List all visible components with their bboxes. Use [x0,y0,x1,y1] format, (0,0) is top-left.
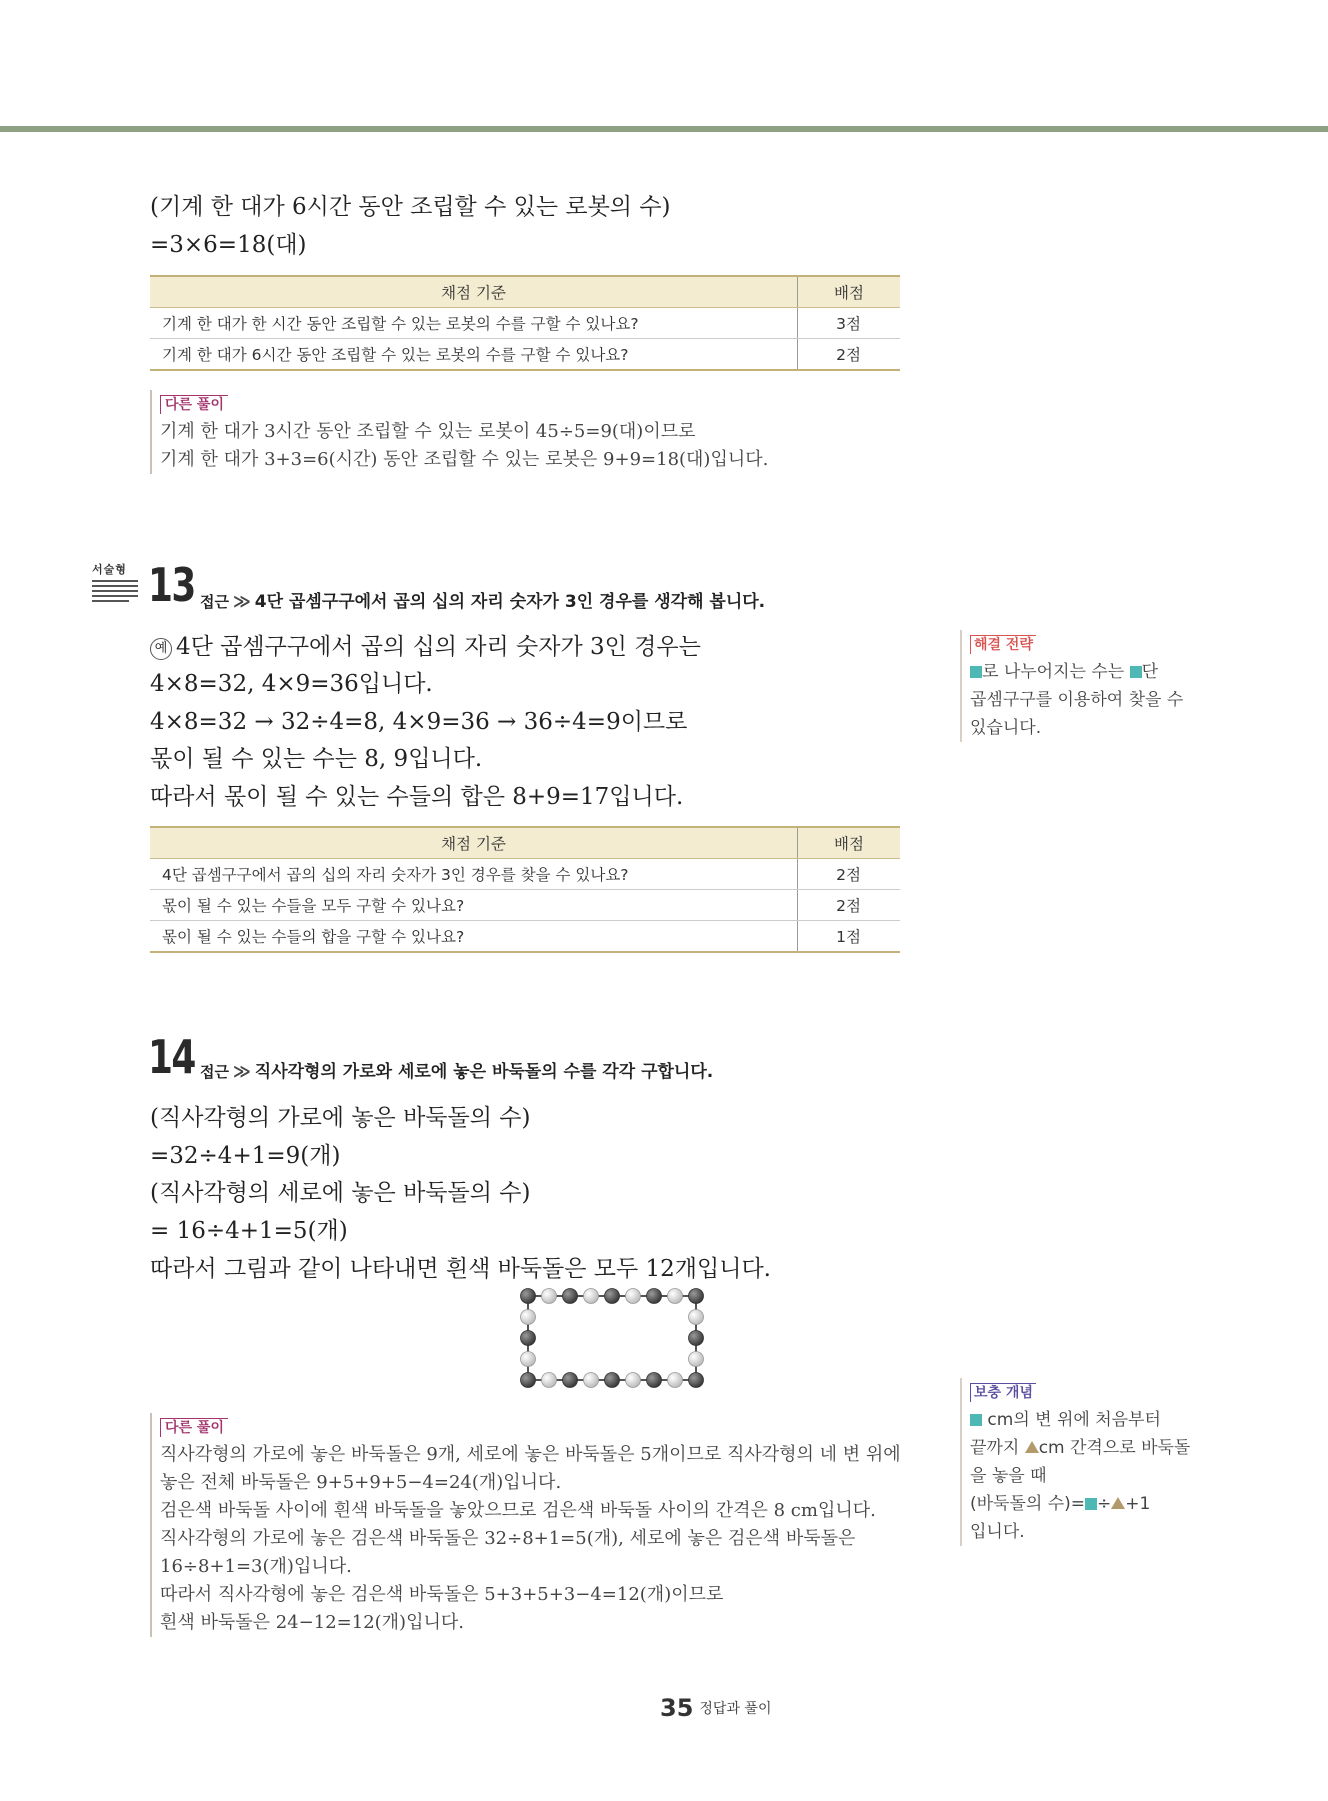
points-header: 배점 [798,827,901,859]
white-stone [626,1373,641,1388]
solution-line: 4×8=32 → 32÷4=8, 4×9=36 → 36÷4=9이므로 [150,709,688,735]
strategy-text: 로 나누어지는 수는 [982,662,1125,682]
badge-label: 서술형 [92,563,127,576]
criteria-cell: 기계 한 대가 6시간 동안 조립할 수 있는 로봇의 수를 구할 수 있나요? [150,339,798,371]
alt-line: 놓은 전체 바둑돌은 9+5+9+5−4=24(개)입니다. [160,1472,562,1493]
descriptive-badge [92,561,138,602]
points-header: 배점 [798,276,901,308]
black-stone [689,1289,704,1304]
concept-text: (바둑돌의 수)= [970,1494,1086,1514]
points-cell: 2점 [798,339,901,371]
solution-line: = 16÷4+1=5(개) [150,1218,348,1244]
approach-label: 접근 [200,593,229,611]
double-chevron-icon: ≫ [232,592,251,612]
solution-line: =32÷4+1=9(개) [150,1143,341,1169]
alt-solution-tag: 다른 풀이 [160,395,228,414]
footer-title: 정답과 풀이 [699,1701,772,1717]
points-cell: 3점 [798,308,901,339]
scoring-table-13 [150,826,900,953]
white-stone [521,1352,536,1367]
table-row [150,890,900,921]
criteria-cell: 기계 한 대가 한 시간 동안 조립할 수 있는 로봇의 수를 구할 수 있나요? [150,308,798,339]
table-row [150,308,900,339]
solution-line: 따라서 그림과 같이 나타내면 흰색 바둑돌은 모두 12개입니다. [150,1256,771,1282]
concept-box [960,1378,1190,1546]
black-stone [689,1331,704,1346]
white-stone [542,1289,557,1304]
alternative-solution-1 [150,390,768,474]
concept-tag: 보충 개념 [970,1383,1036,1402]
concept-text: ÷ [1097,1494,1112,1514]
table-row [150,859,900,890]
black-stone [563,1289,578,1304]
criteria-cell: 몫이 될 수 있는 수들을 모두 구할 수 있나요? [150,890,798,921]
white-stone [626,1289,641,1304]
page-footer [660,1694,771,1722]
solution-line: (직사각형의 세로에 놓은 바둑돌의 수) [150,1180,531,1206]
alt-line: 검은색 바둑돌 사이에 흰색 바둑돌을 놓았으므로 검은색 바둑돌 사이의 간격은 8 cm입니다. [160,1500,876,1521]
example-mark-icon: 예 [150,638,172,660]
rectangle-outline [528,1296,696,1380]
square-icon [970,1414,982,1426]
black-stone [647,1289,662,1304]
white-stone [689,1310,704,1325]
alt-line: 16÷8+1=3(개)입니다. [160,1556,352,1577]
white-stone [689,1352,704,1367]
table-row [150,921,900,953]
strategy-text: 있습니다. [970,718,1042,738]
concept-text: 을 놓을 때 [970,1466,1047,1486]
points-cell: 2점 [798,890,901,921]
concept-text: +1 [1125,1494,1151,1514]
white-stone [584,1289,599,1304]
criteria-cell: 몫이 될 수 있는 수들의 합을 구할 수 있나요? [150,921,798,953]
alt-solution-tag: 다른 풀이 [160,1418,228,1437]
question-number-13: 13 [148,558,195,612]
double-chevron-icon: ≫ [232,1062,251,1082]
strategy-box [960,630,1183,742]
black-stone [647,1373,662,1388]
page-number: 35 [660,1694,694,1722]
strategy-text: 단 [1141,662,1159,682]
criteria-header: 채점 기준 [150,827,798,859]
table-row [150,339,900,371]
black-stone [521,1331,536,1346]
alt-line: 직사각형의 가로에 놓은 바둑돌은 9개, 세로에 놓은 바둑돌은 5개이므로 직사각형의 네 변 위에 [160,1444,901,1465]
answer-line: =3×6=18(대) [150,232,307,258]
white-stone [668,1373,683,1388]
alt-line: 기계 한 대가 3시간 동안 조립할 수 있는 로봇이 45÷5=9(대)이므로 [160,421,696,442]
black-stone [689,1373,704,1388]
concept-text: 끝까지 [970,1438,1020,1458]
concept-text: cm 간격으로 바둑돌 [1038,1438,1191,1458]
black-stone [521,1373,536,1388]
alt-line: 기계 한 대가 3+3=6(시간) 동안 조립할 수 있는 로봇은 9+9=18(대)입니다. [160,449,769,470]
solution-line: 따라서 몫이 될 수 있는 수들의 합은 8+9=17입니다. [150,784,684,810]
concept-text: cm의 변 위에 처음부터 [987,1410,1161,1430]
badge-lines-icon [92,580,138,602]
triangle-icon [1111,1497,1125,1509]
strategy-tag: 해결 전략 [970,635,1036,654]
answer-line: (기계 한 대가 6시간 동안 조립할 수 있는 로봇의 수) [150,194,671,220]
solution-line: 몫이 될 수 있는 수는 8, 9입니다. [150,746,483,772]
top-accent-bar [0,126,1328,132]
go-stones-rectangle-figure [515,1283,715,1395]
white-stone [668,1289,683,1304]
approach-hint-13 [200,587,765,612]
black-stone [605,1373,620,1388]
black-stone [605,1289,620,1304]
white-stone [584,1373,599,1388]
approach-text: 직사각형의 가로와 세로에 놓은 바둑돌의 수를 각각 구합니다. [254,1062,714,1082]
approach-text: 4단 곱셈구구에서 곱의 십의 자리 숫자가 3인 경우를 생각해 봅니다. [254,592,766,612]
approach-label: 접근 [200,1063,229,1081]
alt-line: 직사각형의 가로에 놓은 검은색 바둑돌은 32÷8+1=5(개), 세로에 놓은 검은색 바둑돌은 [160,1528,856,1549]
criteria-cell: 4단 곱셈구구에서 곱의 십의 자리 숫자가 3인 경우를 찾을 수 있나요? [150,859,798,890]
strategy-text: 곱셈구구를 이용하여 찾을 수 [970,690,1184,710]
points-cell: 2점 [798,859,901,890]
alt-line: 흰색 바둑돌은 24−12=12(개)입니다. [160,1612,464,1633]
white-stone [542,1373,557,1388]
solution-line [150,628,701,661]
solution-line: (직사각형의 가로에 놓은 바둑돌의 수) [150,1105,531,1131]
criteria-header: 채점 기준 [150,276,798,308]
white-stone [521,1310,536,1325]
black-stone [521,1289,536,1304]
square-icon [1085,1498,1097,1510]
scoring-table-12 [150,275,900,371]
square-icon [970,666,982,678]
black-stone [563,1373,578,1388]
triangle-icon [1025,1441,1039,1453]
approach-hint-14 [200,1057,713,1082]
alternative-solution-2 [150,1413,901,1637]
concept-text: 입니다. [970,1522,1025,1542]
points-cell: 1점 [798,921,901,953]
solution-line: 4×8=32, 4×9=36입니다. [150,671,433,697]
alt-line: 따라서 직사각형에 놓은 검은색 바둑돌은 5+3+5+3−4=12(개)이므로 [160,1584,724,1605]
question-number-14: 14 [148,1030,195,1084]
solution-text: 4단 곱셈구구에서 곱의 십의 자리 숫자가 3인 경우는 [176,634,701,660]
square-icon [1130,666,1142,678]
